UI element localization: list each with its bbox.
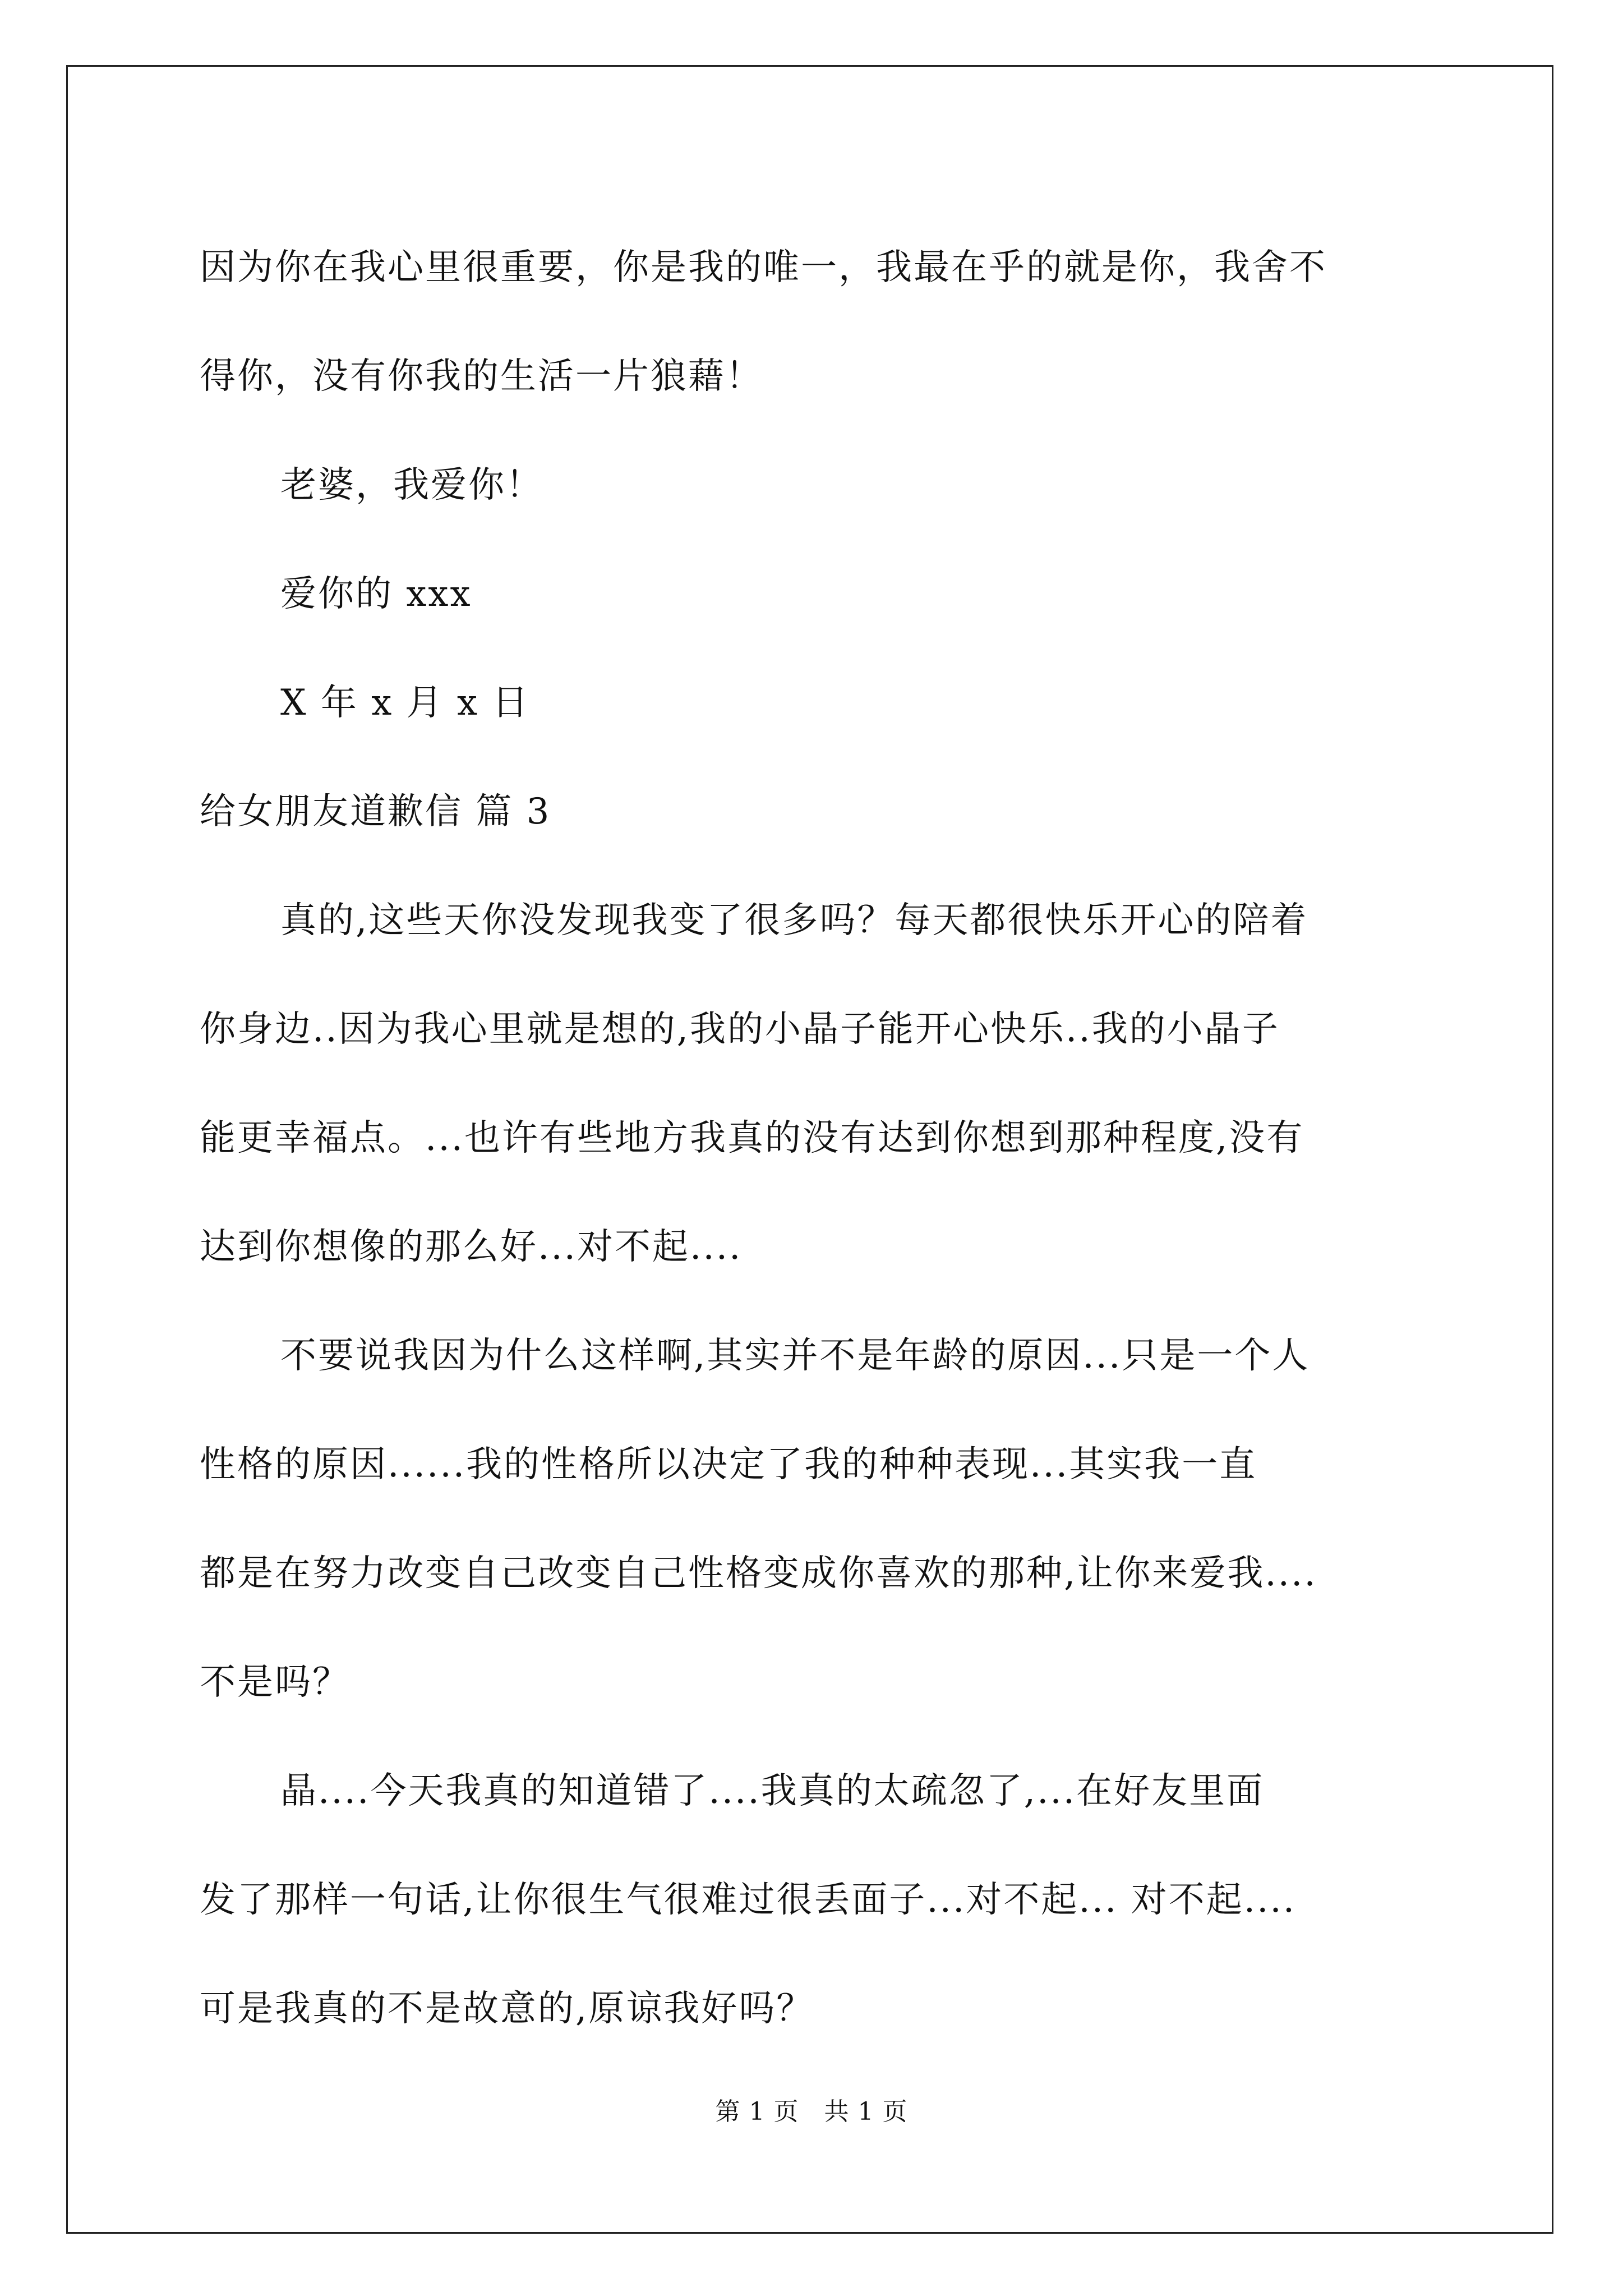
signature-line: 爱你的 xxx [280, 573, 472, 615]
text-line: 达到你想像的那么好...对不起.... [200, 1226, 743, 1268]
date-line: X 年 x 月 x 日 [280, 682, 530, 724]
text-line: 不要说我因为什么这样啊,其实并不是年龄的原因...只是一个人 [280, 1335, 1310, 1377]
text-line: 得你，没有你我的生活一片狼藉！ [200, 356, 763, 397]
text-line: 真的,这些天你没发现我变了很多吗？每天都很快乐开心的陪着 [280, 900, 1308, 941]
text-line: 发了那样一句话,让你很生气很难过很丢面子...对不起... 对不起.... [200, 1879, 1297, 1921]
page-footer: 第 1 页 共 1 页 [715, 2097, 908, 2126]
greeting-line: 老婆，我爱你！ [280, 464, 543, 506]
text-line: 你身边..因为我心里就是想的,我的小晶子能开心快乐..我的小晶子 [200, 1009, 1280, 1050]
text-line: 因为你在我心里很重要，你是我的唯一，我最在乎的就是你，我舍不 [200, 247, 1327, 288]
section-heading: 给女朋友道歉信 篇 3 [200, 791, 551, 832]
text-line: 可是我真的不是故意的,原谅我好吗？ [200, 1988, 814, 2030]
text-line: 不是吗？ [200, 1662, 350, 1703]
document-body [200, 213, 1456, 2063]
text-line: 性格的原因......我的性格所以决定了我的种种表现...其实我一直 [200, 1444, 1257, 1485]
text-line: 晶....今天我真的知道错了....我真的太疏忽了,...在好友里面 [280, 1770, 1265, 1812]
text-line: 能更幸福点。...也许有些地方我真的没有达到你想到那种程度,没有 [200, 1117, 1304, 1159]
text-line: 都是在努力改变自己改变自己性格变成你喜欢的那种,让你来爱我.... [200, 1553, 1317, 1594]
